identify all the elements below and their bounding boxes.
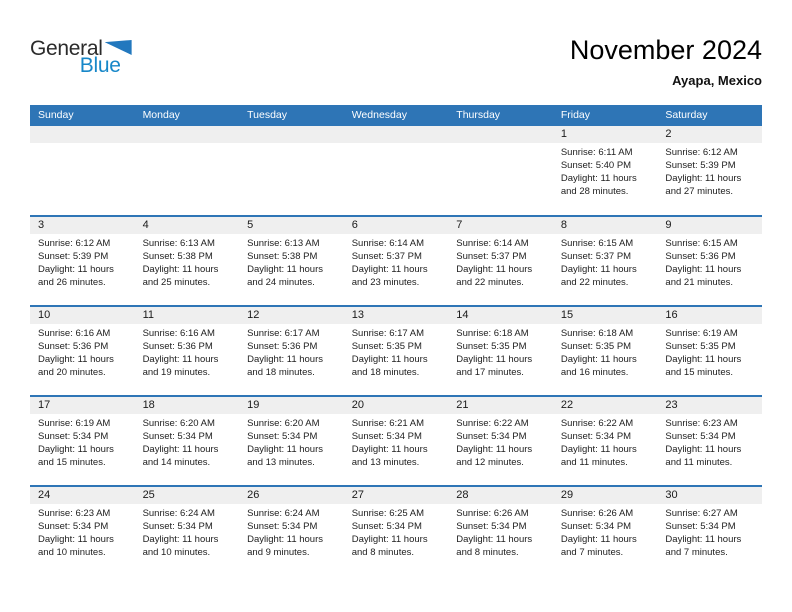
sunrise-text: Sunrise: 6:18 AM: [456, 328, 529, 339]
day-number: 6: [344, 217, 449, 234]
day-details: [135, 414, 240, 469]
day-cell: [239, 307, 344, 395]
sunset-text: Sunset: 5:34 PM: [351, 521, 422, 532]
weekday-header-tuesday: Tuesday: [247, 109, 288, 121]
daylight-text-line2: and 21 minutes.: [665, 277, 734, 288]
day-cell: [657, 487, 762, 575]
day-cell: [657, 126, 762, 215]
day-number: 7: [448, 217, 553, 234]
day-cell: [239, 126, 344, 215]
day-details: [30, 414, 135, 469]
day-cell: [30, 487, 135, 575]
day-details: [553, 234, 658, 289]
day-number: 24: [30, 487, 135, 504]
sunset-text: Sunset: 5:34 PM: [560, 431, 632, 442]
day-details: [344, 234, 449, 289]
daylight-text-line1: Daylight: 11 hours: [560, 173, 637, 184]
sunrise-text: Sunrise: 6:23 AM: [665, 418, 738, 429]
day-cell: [30, 307, 135, 395]
sunrise-text: Sunrise: 6:15 AM: [560, 238, 634, 249]
day-number: 18: [135, 397, 240, 414]
day-details: [344, 143, 449, 146]
daylight-text-line1: Daylight: 11 hours: [456, 444, 533, 455]
sunrise-text: Sunrise: 6:16 AM: [38, 328, 111, 339]
daylight-text-line1: Daylight: 11 hours: [142, 264, 219, 275]
day-cell: [30, 126, 135, 215]
title-block: [570, 36, 762, 88]
day-number: 26: [239, 487, 344, 504]
general-blue-logo: [30, 38, 132, 76]
daylight-text-line1: Daylight: 11 hours: [142, 354, 219, 365]
day-details: [30, 504, 135, 559]
day-number: 5: [239, 217, 344, 234]
day-cell: [344, 397, 449, 485]
day-cell: [135, 307, 240, 395]
daylight-text-line2: and 8 minutes.: [351, 547, 415, 558]
sunset-text: Sunset: 5:34 PM: [665, 521, 736, 532]
day-details: [657, 143, 762, 198]
day-cell: [448, 397, 553, 485]
day-number: 11: [135, 307, 240, 324]
day-number: [448, 126, 553, 143]
sunrise-text: Sunrise: 6:22 AM: [560, 418, 634, 429]
sunrise-text: Sunrise: 6:17 AM: [351, 328, 425, 339]
daylight-text-line1: Daylight: 11 hours: [38, 444, 114, 455]
daylight-text-line2: and 14 minutes.: [142, 457, 211, 468]
day-cell: [553, 307, 658, 395]
day-cell: [135, 397, 240, 485]
weekday-header-thursday: Thursday: [456, 109, 501, 121]
day-details: [239, 324, 344, 379]
calendar: [30, 105, 762, 575]
sunrise-text: Sunrise: 6:13 AM: [247, 238, 320, 249]
day-cell: [239, 487, 344, 575]
daylight-text-line2: and 8 minutes.: [456, 547, 519, 558]
sunrise-text: Sunrise: 6:22 AM: [456, 418, 529, 429]
day-cell: [30, 217, 135, 305]
daylight-text-line2: and 18 minutes.: [351, 367, 420, 378]
day-details: [239, 143, 344, 146]
sunrise-text: Sunrise: 6:13 AM: [142, 238, 215, 249]
daylight-text-line2: and 20 minutes.: [38, 367, 106, 378]
sunset-text: Sunset: 5:34 PM: [38, 521, 109, 532]
daylight-text-line2: and 24 minutes.: [247, 277, 315, 288]
day-number: 15: [553, 307, 658, 324]
sunset-text: Sunset: 5:34 PM: [351, 431, 422, 442]
daylight-text-line1: Daylight: 11 hours: [142, 534, 219, 545]
week-row: [30, 126, 762, 215]
daylight-text-line1: Daylight: 11 hours: [665, 444, 742, 455]
day-details: [553, 504, 658, 559]
day-number: 2: [657, 126, 762, 143]
sunrise-text: Sunrise: 6:16 AM: [142, 328, 215, 339]
sunset-text: Sunset: 5:34 PM: [456, 431, 527, 442]
day-details: [30, 143, 135, 146]
daylight-text-line2: and 10 minutes.: [38, 547, 106, 558]
sunset-text: Sunset: 5:35 PM: [665, 341, 736, 352]
logo-text-blue: Blue: [79, 54, 121, 77]
weekday-header-wednesday: Wednesday: [351, 109, 407, 121]
daylight-text-line2: and 19 minutes.: [142, 367, 211, 378]
sunrise-text: Sunrise: 6:14 AM: [456, 238, 529, 249]
daylight-text-line2: and 12 minutes.: [456, 457, 524, 468]
sunset-text: Sunset: 5:34 PM: [560, 521, 632, 532]
sunrise-text: Sunrise: 6:11 AM: [560, 147, 633, 158]
sunrise-text: Sunrise: 6:18 AM: [560, 328, 634, 339]
day-cell: [448, 487, 553, 575]
daylight-text-line2: and 22 minutes.: [456, 277, 524, 288]
daylight-text-line1: Daylight: 11 hours: [456, 264, 533, 275]
day-number: 17: [30, 397, 135, 414]
weekday-header-row: [30, 105, 762, 126]
daylight-text-line1: Daylight: 11 hours: [560, 534, 637, 545]
daylight-text-line2: and 22 minutes.: [560, 277, 629, 288]
day-details: [553, 414, 658, 469]
daylight-text-line2: and 16 minutes.: [560, 367, 629, 378]
day-number: 29: [553, 487, 658, 504]
daylight-text-line1: Daylight: 11 hours: [247, 264, 324, 275]
day-details: [344, 504, 449, 559]
daylight-text-line2: and 11 minutes.: [665, 457, 733, 468]
day-cell: [239, 217, 344, 305]
day-cell: [344, 307, 449, 395]
day-details: [448, 414, 553, 469]
daylight-text-line2: and 7 minutes.: [665, 547, 728, 558]
sunset-text: Sunset: 5:35 PM: [456, 341, 527, 352]
week-row: [30, 485, 762, 575]
daylight-text-line1: Daylight: 11 hours: [38, 354, 114, 365]
day-number: 20: [344, 397, 449, 414]
sunset-text: Sunset: 5:34 PM: [247, 431, 318, 442]
day-cell: [553, 397, 658, 485]
daylight-text-line1: Daylight: 11 hours: [456, 354, 533, 365]
sunset-text: Sunset: 5:36 PM: [665, 251, 736, 262]
day-cell: [657, 217, 762, 305]
day-number: 30: [657, 487, 762, 504]
day-number: 4: [135, 217, 240, 234]
daylight-text-line2: and 11 minutes.: [560, 457, 628, 468]
daylight-text-line1: Daylight: 11 hours: [38, 534, 114, 545]
day-details: [657, 324, 762, 379]
sunrise-text: Sunrise: 6:24 AM: [142, 508, 215, 519]
day-cell: [553, 126, 658, 215]
sunset-text: Sunset: 5:39 PM: [665, 160, 736, 171]
daylight-text-line1: Daylight: 11 hours: [665, 264, 742, 275]
daylight-text-line2: and 28 minutes.: [560, 186, 629, 197]
daylight-text-line1: Daylight: 11 hours: [456, 534, 533, 545]
daylight-text-line1: Daylight: 11 hours: [665, 354, 742, 365]
daylight-text-line1: Daylight: 11 hours: [142, 444, 219, 455]
day-number: 21: [448, 397, 553, 414]
sunset-text: Sunset: 5:37 PM: [351, 251, 422, 262]
day-details: [135, 504, 240, 559]
sunset-text: Sunset: 5:34 PM: [456, 521, 527, 532]
day-details: [135, 143, 240, 146]
day-cell: [657, 397, 762, 485]
logo-text-general: General: [30, 37, 103, 60]
logo-triangle-icon: [105, 40, 132, 55]
day-number: 25: [135, 487, 240, 504]
day-details: [448, 234, 553, 289]
sunrise-text: Sunrise: 6:21 AM: [351, 418, 425, 429]
sunset-text: Sunset: 5:37 PM: [456, 251, 527, 262]
day-cell: [239, 397, 344, 485]
daylight-text-line2: and 15 minutes.: [665, 367, 734, 378]
sunrise-text: Sunrise: 6:14 AM: [351, 238, 425, 249]
weekday-header-monday: Monday: [142, 109, 180, 121]
daylight-text-line1: Daylight: 11 hours: [351, 444, 428, 455]
day-number: 16: [657, 307, 762, 324]
sunrise-text: Sunrise: 6:19 AM: [38, 418, 111, 429]
day-cell: [344, 126, 449, 215]
day-number: 8: [553, 217, 658, 234]
daylight-text-line1: Daylight: 11 hours: [665, 173, 742, 184]
day-cell: [344, 217, 449, 305]
masthead: [30, 36, 762, 105]
daylight-text-line1: Daylight: 11 hours: [665, 534, 742, 545]
sunrise-text: Sunrise: 6:15 AM: [665, 238, 738, 249]
daylight-text-line2: and 26 minutes.: [38, 277, 106, 288]
day-number: 12: [239, 307, 344, 324]
daylight-text-line2: and 9 minutes.: [247, 547, 310, 558]
sunset-text: Sunset: 5:40 PM: [560, 160, 632, 171]
day-cell: [448, 217, 553, 305]
sunrise-text: Sunrise: 6:27 AM: [665, 508, 738, 519]
sunrise-text: Sunrise: 6:12 AM: [38, 238, 111, 249]
day-cell: [30, 397, 135, 485]
day-number: 13: [344, 307, 449, 324]
day-details: [344, 324, 449, 379]
day-number: 22: [553, 397, 658, 414]
sunset-text: Sunset: 5:36 PM: [142, 341, 213, 352]
day-details: [553, 143, 658, 198]
daylight-text-line1: Daylight: 11 hours: [351, 264, 428, 275]
day-details: [239, 234, 344, 289]
daylight-text-line2: and 13 minutes.: [247, 457, 315, 468]
sunrise-text: Sunrise: 6:19 AM: [665, 328, 738, 339]
daylight-text-line1: Daylight: 11 hours: [247, 444, 324, 455]
day-details: [344, 414, 449, 469]
day-cell: [553, 487, 658, 575]
sunset-text: Sunset: 5:34 PM: [142, 521, 213, 532]
day-details: [239, 504, 344, 559]
day-number: 14: [448, 307, 553, 324]
day-number: [135, 126, 240, 143]
day-cell: [135, 487, 240, 575]
daylight-text-line1: Daylight: 11 hours: [247, 534, 324, 545]
daylight-text-line2: and 7 minutes.: [560, 547, 624, 558]
daylight-text-line2: and 10 minutes.: [142, 547, 211, 558]
sunrise-text: Sunrise: 6:26 AM: [560, 508, 634, 519]
day-cell: [553, 217, 658, 305]
day-details: [657, 504, 762, 559]
sunrise-text: Sunrise: 6:17 AM: [247, 328, 320, 339]
day-number: 28: [448, 487, 553, 504]
daylight-text-line1: Daylight: 11 hours: [560, 264, 637, 275]
daylight-text-line1: Daylight: 11 hours: [351, 534, 428, 545]
day-number: 9: [657, 217, 762, 234]
day-number: 10: [30, 307, 135, 324]
sunset-text: Sunset: 5:36 PM: [38, 341, 109, 352]
sunrise-text: Sunrise: 6:24 AM: [247, 508, 320, 519]
sunset-text: Sunset: 5:34 PM: [247, 521, 318, 532]
sunrise-text: Sunrise: 6:20 AM: [247, 418, 320, 429]
day-details: [448, 504, 553, 559]
daylight-text-line2: and 18 minutes.: [247, 367, 315, 378]
daylight-text-line2: and 23 minutes.: [351, 277, 420, 288]
day-details: [135, 234, 240, 289]
sunrise-text: Sunrise: 6:12 AM: [665, 147, 738, 158]
day-number: 23: [657, 397, 762, 414]
daylight-text-line1: Daylight: 11 hours: [560, 444, 637, 455]
location-subtitle: Ayapa, Mexico: [672, 73, 762, 89]
page-title: November 2024: [569, 35, 762, 65]
day-cell: [135, 126, 240, 215]
day-details: [657, 234, 762, 289]
sunset-text: Sunset: 5:35 PM: [560, 341, 632, 352]
sunset-text: Sunset: 5:38 PM: [142, 251, 213, 262]
weekday-header-friday: Friday: [560, 109, 591, 121]
daylight-text-line1: Daylight: 11 hours: [247, 354, 324, 365]
week-row: [30, 215, 762, 305]
week-row: [30, 395, 762, 485]
daylight-text-line2: and 25 minutes.: [142, 277, 211, 288]
day-number: [239, 126, 344, 143]
daylight-text-line2: and 17 minutes.: [456, 367, 524, 378]
sunrise-text: Sunrise: 6:20 AM: [142, 418, 215, 429]
sunset-text: Sunset: 5:36 PM: [247, 341, 318, 352]
day-details: [30, 324, 135, 379]
daylight-text-line2: and 15 minutes.: [38, 457, 106, 468]
sunset-text: Sunset: 5:37 PM: [560, 251, 632, 262]
sunset-text: Sunset: 5:34 PM: [38, 431, 109, 442]
day-cell: [344, 487, 449, 575]
day-number: [30, 126, 135, 143]
day-details: [135, 324, 240, 379]
day-number: [344, 126, 449, 143]
daylight-text-line2: and 27 minutes.: [665, 186, 734, 197]
day-cell: [135, 217, 240, 305]
day-details: [553, 324, 658, 379]
weeks-container: [30, 126, 762, 575]
day-number: 27: [344, 487, 449, 504]
daylight-text-line1: Daylight: 11 hours: [560, 354, 637, 365]
day-details: [30, 234, 135, 289]
sunrise-text: Sunrise: 6:23 AM: [38, 508, 111, 519]
day-number: 19: [239, 397, 344, 414]
day-details: [448, 143, 553, 146]
day-details: [239, 414, 344, 469]
sunrise-text: Sunrise: 6:25 AM: [351, 508, 425, 519]
sunset-text: Sunset: 5:35 PM: [351, 341, 422, 352]
weekday-header-sunday: Sunday: [38, 109, 74, 121]
day-number: 1: [553, 126, 658, 143]
daylight-text-line2: and 13 minutes.: [351, 457, 420, 468]
week-row: [30, 305, 762, 395]
day-cell: [657, 307, 762, 395]
day-number: 3: [30, 217, 135, 234]
sunset-text: Sunset: 5:38 PM: [247, 251, 318, 262]
sunset-text: Sunset: 5:34 PM: [142, 431, 213, 442]
daylight-text-line1: Daylight: 11 hours: [351, 354, 428, 365]
day-cell: [448, 307, 553, 395]
sunset-text: Sunset: 5:39 PM: [38, 251, 109, 262]
day-cell: [448, 126, 553, 215]
day-details: [448, 324, 553, 379]
weekday-header-saturday: Saturday: [665, 109, 708, 121]
day-details: [657, 414, 762, 469]
daylight-text-line1: Daylight: 11 hours: [38, 264, 114, 275]
sunset-text: Sunset: 5:34 PM: [665, 431, 736, 442]
sunrise-text: Sunrise: 6:26 AM: [456, 508, 529, 519]
